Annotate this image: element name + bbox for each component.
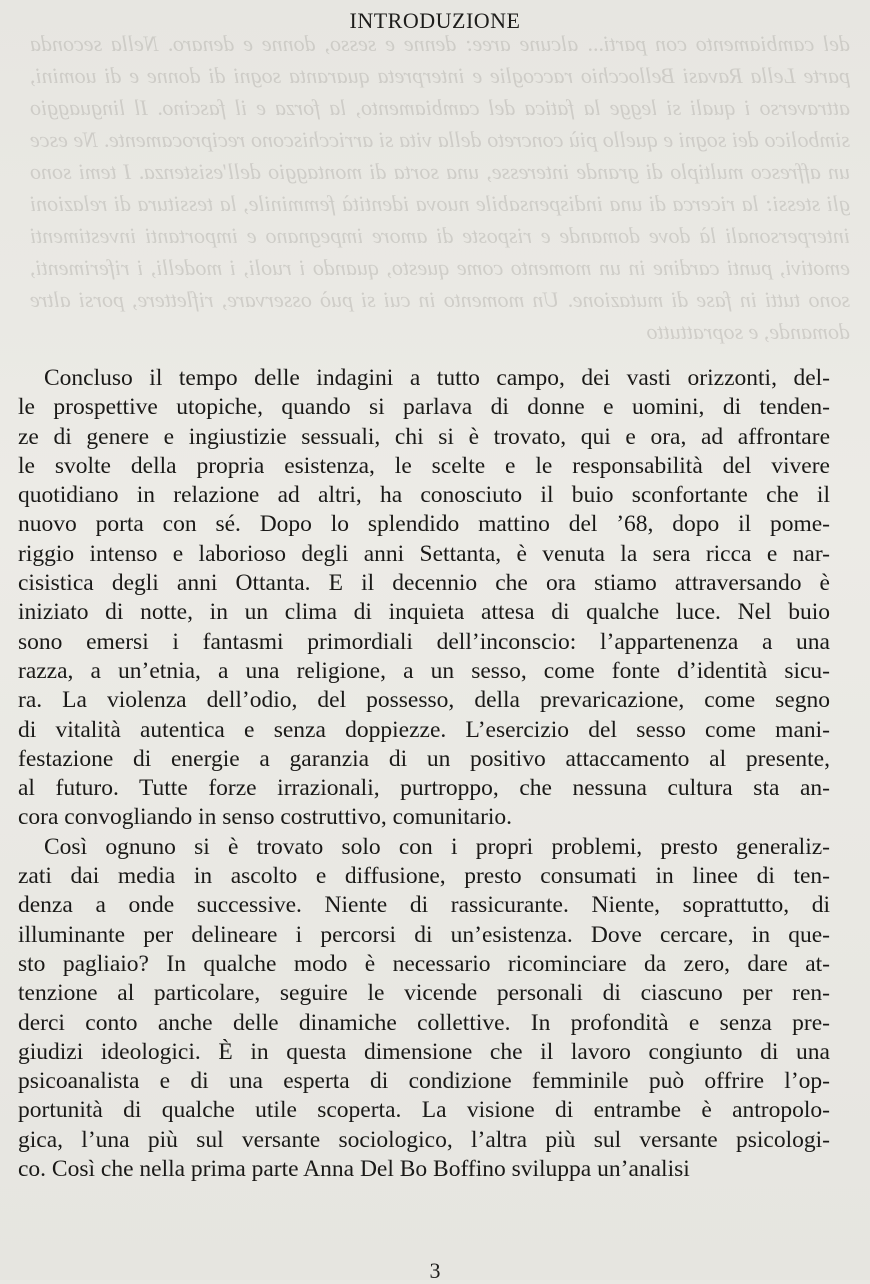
text-line: le svolte della propria esistenza, le scelte e le responsabilità del vivere [18,452,830,479]
paragraph-2 [18,833,830,1185]
text-line: Così ognuno si è trovato solo con i propri problemi, presto generaliz- [44,833,830,860]
text-line: cisistica degli anni Ottanta. E il decennio che ora stiamo attraversando è [18,570,830,597]
text-line: cora convogliando in senso costruttivo, comunitario. [18,804,513,831]
running-header: INTRODUZIONE [349,8,521,33]
text-line: sto pagliaio? In qualche modo è necessario ricominciare da zero, dare at- [18,950,830,977]
text-line: giudizi ideologici. È in questa dimensione che il lavoro congiunto di una [18,1038,830,1065]
text-line: zati dai media in ascolto e diffusione, presto consumati in linee di ten- [18,863,830,890]
text-line: festazione di energie a garanzia di un positivo attaccamento al presente, [18,745,830,772]
text-line: al futuro. Tutte forze irrazionali, purtroppo, che nessuna cultura sta an- [18,775,830,802]
body-text [18,364,830,1184]
text-line: quotidiano in relazione ad altri, ha conosciuto il buio sconfortante che il [18,482,830,509]
text-line: di vitalità autentica e senza doppiezze. L’esercizio del sesso come mani- [18,716,830,743]
page-number: 3 [429,1258,441,1283]
paragraph-1 [18,364,830,833]
text-line: le prospettive utopiche, quando si parlava di donne e uomini, di tenden- [18,394,830,421]
text-line: derci conto anche delle dinamiche collettive. In profondità e senza pre- [18,1009,830,1036]
text-line: Concluso il tempo delle indagini a tutto campo, dei vasti orizzonti, del- [44,365,830,391]
text-line: co. Così che nella prima parte Anna Del Bo Boffino sviluppa un’analisi [18,1156,690,1183]
text-line: riggio intenso e laborioso degli anni Settanta, è venuta la sera ricca e nar- [18,540,830,567]
text-line: iniziato di notte, in un clima di inquieta attesa di qualche luce. Nel buio [18,599,830,626]
text-line: nuovo porta con sé. Dopo lo splendido mattino del ’68, dopo il pome- [18,511,830,538]
text-line: tenzione al particolare, seguire le vicende personali di ciascuno per ren- [18,980,830,1007]
text-line: razza, a un’etnia, a una religione, a un sesso, come fonte d’identità sicu- [18,657,830,684]
text-line: denza a onde successive. Niente di rassicurante. Niente, soprattutto, di [18,892,830,919]
text-line: gica, l’una più sul versante sociologico, l’altra più sul versante psicologi- [18,1126,830,1153]
text-line: sono emersi i fantasmi primordiali dell’inconscio: l’appartenenza a una [18,628,830,655]
text-line: ze di genere e ingiustizie sessuali, chi si è trovato, qui e ora, ad affrontare [18,423,830,450]
text-line: illuminante per delineare i percorsi di un’esistenza. Dove cercare, in que- [18,921,830,948]
bleed-through-text: del cambiamento con parti... alcune aree: denne e sesso, donne e denaro. Nella seconda parte Lella Ravasi Bellocchio raccoglie e interpreta quaranta sogni di donne e di uomini, attraverso i quali si legge la fatica del cambiamento, la forza e il fascino. Il linguaggio simbolico dei sogni e quello più concreto della vita si arricchiscono reciprocamente. Ne esce un affresco multiplo di grande interesse, una sorta di montaggio dell'esistenza. I temi sono gli stessi: la ricerca di una indispensabile nuova identità femminile, la tessitura di relazioni interpersonali là dove domande e risposte di amore impegnano e importanti investimenti emotivi, punti cardine in un momento come questo, quando i ruoli, i modelli, i riferimenti, sono tutti in fase di mutazione. Un momento in cui si può osservare, riflettere, porsi altre domande, e soprattutto [30,31,850,344]
text-line: psicoanalista e di una esperta di condizione femminile può offrire l’op- [18,1068,830,1095]
text-line: ra. La violenza dell’odio, del possesso, della prevaricazione, come segno [18,687,830,714]
text-line: portunità di qualche utile scoperta. La visione di entrambe è antropolo- [18,1097,830,1124]
